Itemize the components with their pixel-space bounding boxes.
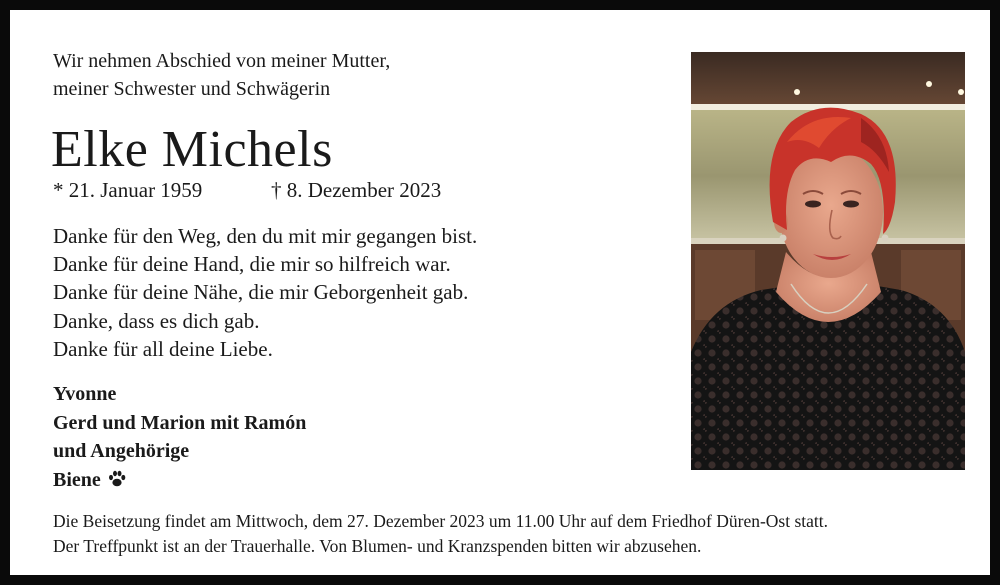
intro-line: meiner Schwester und Schwägerin bbox=[53, 78, 331, 100]
signer-line: und Angehörige bbox=[53, 440, 190, 462]
funeral-info-line: Die Beisetzung findet am Mittwoch, dem 27. Dezember 2023 um 11.00 Uhr auf dem Friedhof Düren-Ost statt. bbox=[53, 511, 829, 531]
poem-line: Danke, dass es dich gab. bbox=[53, 308, 260, 333]
portrait-photo bbox=[691, 52, 965, 470]
poem-line: Danke für deine Nähe, die mir Geborgenheit gab. bbox=[53, 280, 469, 305]
funeral-info bbox=[53, 509, 828, 559]
signer-pet-name: Biene bbox=[53, 468, 101, 491]
death-date: † 8. Dezember 2023 bbox=[271, 178, 442, 202]
birth-date: * 21. Januar 1959 bbox=[53, 178, 203, 202]
deceased-name: Elke Michels bbox=[51, 121, 333, 178]
signer-line-pet bbox=[53, 466, 306, 498]
poem-line: Danke für all deine Liebe. bbox=[53, 336, 273, 361]
life-dates bbox=[53, 177, 442, 203]
poem-line: Danke für deine Hand, die mir so hilfreich war. bbox=[53, 252, 451, 277]
paw-print-icon bbox=[107, 469, 127, 498]
poem bbox=[53, 222, 477, 363]
signer-line: Gerd und Marion mit Ramón bbox=[53, 411, 307, 434]
signer-line: Yvonne bbox=[53, 383, 117, 405]
funeral-info-line: Der Treffpunkt ist an der Trauerhalle. Von Blumen- und Kranzspenden bitten wir abzusehen. bbox=[53, 536, 702, 556]
poem-line: Danke für den Weg, den du mit mir gegangen bist. bbox=[53, 224, 478, 248]
intro-text bbox=[53, 47, 390, 103]
signers bbox=[53, 380, 306, 497]
intro-line: Wir nehmen Abschied von meiner Mutter, bbox=[53, 50, 391, 72]
